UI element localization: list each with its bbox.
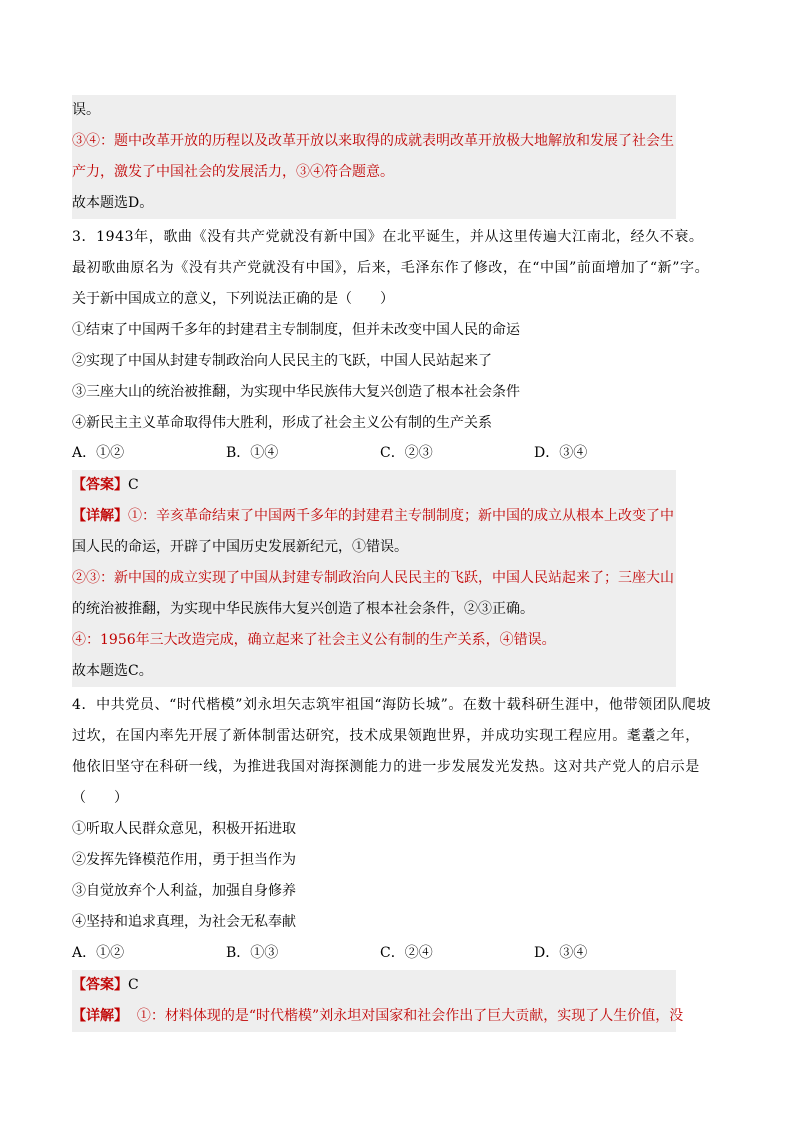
- question-4-stem: 他依旧坚守在科研一线，为推进我国对海探测能力的进一步发展发光发热。这对共产党人的启示是: [72, 759, 700, 775]
- question-3-stem: 3．1943年，歌曲《没有共产党就没有新中国》在北平诞生，并从这里传遍大江南北，经久不衰。: [72, 229, 704, 245]
- question-4-item: ③自觉放弃个人利益，加强自身修养: [72, 883, 296, 899]
- question-3-item: ②实现了中国从封建专制政治向人民民主的飞跃，中国人民站起来了: [72, 353, 492, 369]
- question-4-stem: 过坎，在国内率先开展了新体制雷达研究，技术成果领跑世界，并成功实现工程应用。耄耋之年，: [72, 728, 700, 744]
- question-4-stem: （ ）: [72, 790, 128, 806]
- question-3-item: ④新民主主义革命取得伟大胜利，形成了社会主义公有制的生产关系: [72, 415, 492, 431]
- answer-line: 【答案】C: [72, 970, 676, 1001]
- option-d: D．③④: [534, 445, 588, 461]
- detail-line: 【详解】①：辛亥革命结束了中国两千多年的封建君主专制制度；新中国的成立从根本上改变了中: [72, 501, 676, 532]
- question-3-stem: 关于新中国成立的意义，下列说法正确的是（ ）: [72, 291, 394, 307]
- question-4-item: ①听取人民群众意见，积极开拓进取: [72, 821, 296, 837]
- detail-line: ②③：新中国的成立实现了中国从封建专制政治向人民民主的飞跃，中国人民站起来了；三座大山: [72, 563, 676, 594]
- option-c: C．②④: [380, 945, 433, 961]
- question-4-item: ②发挥先锋模范作用，勇于担当作为: [72, 852, 296, 868]
- explanation-line: ③④：题中改革开放的历程以及改革开放以来取得的成就表明改革开放极大地解放和发展了社会生: [72, 126, 676, 157]
- question-3-item: ③三座大山的统治被推翻，为实现中华民族伟大复兴创造了根本社会条件: [72, 384, 520, 400]
- detail-line: 国人民的命运，开辟了中国历史发展新纪元，①错误。: [72, 532, 676, 563]
- conclusion-line: 故本题选D。: [72, 188, 676, 219]
- question-3-stem: 最初歌曲原名为《没有共产党就没有中国》，后来，毛泽东作了修改，在“中国”前面增加了“新”字。: [72, 260, 710, 276]
- option-c: C．②③: [380, 445, 433, 461]
- option-a: A．①②: [72, 445, 125, 461]
- conclusion-line: 故本题选C。: [72, 656, 676, 687]
- question-3-item: ①结束了中国两千多年的封建君主专制制度，但并未改变中国人民的命运: [72, 322, 520, 338]
- question-4-options: [72, 938, 676, 969]
- detail-line: 【详解】 ①：材料体现的是“时代楷模”刘永坦对国家和社会作出了巨大贡献，实现了人生价值，没: [72, 1001, 676, 1032]
- option-d: D．③④: [534, 945, 588, 961]
- explanation-line: 误。: [72, 95, 676, 126]
- option-b: B．①③: [226, 945, 279, 961]
- question-3-options: [72, 438, 676, 469]
- question-4-item: ④坚持和追求真理，为社会无私奉献: [72, 914, 296, 930]
- answer-line: 【答案】C: [72, 470, 676, 501]
- option-a: A．①②: [72, 945, 125, 961]
- option-b: B．①④: [226, 445, 279, 461]
- question-4-stem: 4．中共党员、“时代楷模”刘永坦矢志筑牢祖国“海防长城”。在数十载科研生涯中，他带领团队爬坡: [72, 697, 712, 713]
- detail-line: 的统治被推翻，为实现中华民族伟大复兴创造了根本社会条件，②③正确。: [72, 594, 676, 625]
- detail-line: ④：1956年三大改造完成，确立起来了社会主义公有制的生产关系，④错误。: [72, 625, 676, 656]
- explanation-line: 产力，激发了中国社会的发展活力，③④符合题意。: [72, 157, 676, 188]
